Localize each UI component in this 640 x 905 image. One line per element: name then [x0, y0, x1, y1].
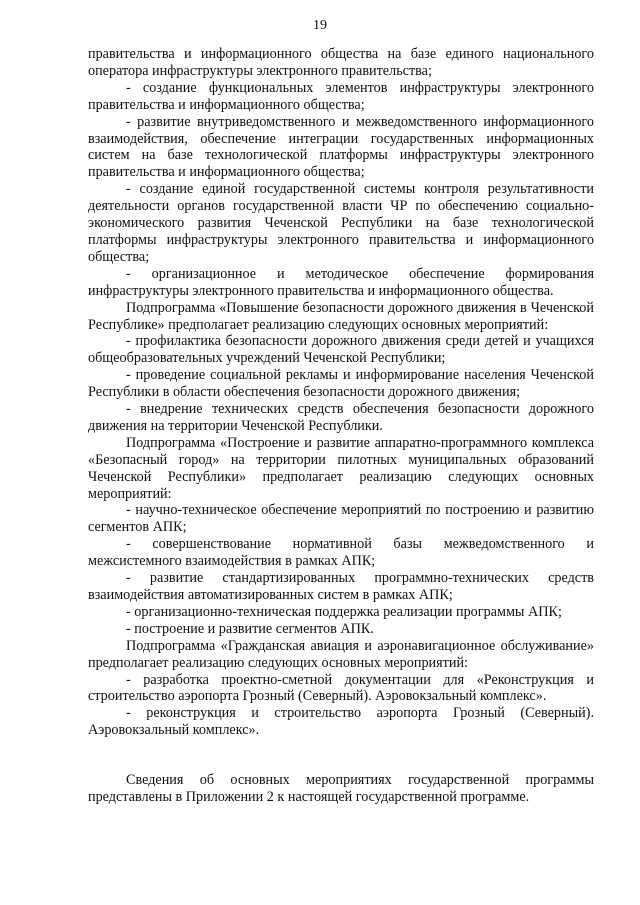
- list-item-interagency-interaction: - развитие внутриведомственного и межведомственного информационного взаимодействия, обеспечение интеграции государственных информационных систем на базе технологической платформы инфраструктуры электронного правительства и информационного общества;: [88, 113, 594, 181]
- list-item-scientific-support: - научно-техническое обеспечение мероприятий по построению и развитию сегментов АПК;: [88, 502, 594, 536]
- list-item-airport-reconstruction: - реконструкция и строительство аэропорта Грозный (Северный). Аэровокзальный комплекс».: [88, 705, 594, 739]
- list-item-methodical-support: - организационное и методическое обеспечение формирования инфраструктуры электронного правительства и информационного общества.: [88, 265, 594, 299]
- paragraph-safe-city-subprogram: Подпрограмма «Построение и развитие аппаратно-программного комплекса «Безопасный город» на территории пилотных муниципальных образований Чеченской Республики» предполагает реализацию следующих основных мероприятий:: [88, 434, 594, 502]
- page-number: 19: [313, 18, 327, 33]
- list-item-segments: - построение и развитие сегментов АПК.: [126, 620, 374, 637]
- list-item-organizational-support: - организационно-техническая поддержка реализации программы АПК;: [126, 603, 562, 620]
- list-item-functional-elements: - создание функциональных элементов инфраструктуры электронного правительства и информационного общества;: [88, 79, 594, 113]
- list-item-technical-means: - внедрение технических средств обеспечения безопасности дорожного движения на территории Чеченской Республики.: [88, 401, 594, 434]
- list-item-regulatory-base: - совершенствование нормативной базы межведомственного и межсистемного взаимодействия в рамках АПК;: [88, 536, 594, 570]
- list-item-standardized-tools: - развитие стандартизированных программно-технических средств взаимодействия автоматизированных систем в рамках АПК;: [88, 570, 594, 603]
- list-item-social-advertising: - проведение социальной рекламы и информирование населения Чеченской Республики в области обеспечения безопасности дорожного движения;: [88, 367, 594, 401]
- list-item-design-documentation: - разработка проектно-сметной документации для «Реконструкция и строительство аэропорта Грозный (Северный). Аэровокзальный комплекс».: [88, 671, 594, 705]
- document-body: [88, 46, 594, 806]
- list-item-control-system: - создание единой государственной системы контроля результативности деятельности органов государственной власти ЧР по обеспечению социально-экономического развития Чеченской Республики на базе технологической платформы инфраструктуры электронного правительства и информационного общества;: [88, 181, 594, 265]
- paragraph-continuation: правительства и информационного общества на базе единого национального оператора инфраструктуры электронного правительства;: [88, 46, 594, 79]
- paragraph-appendix-reference: Сведения об основных мероприятиях государственной программы представлены в Приложении 2 к настоящей государственной программе.: [88, 772, 594, 806]
- paragraph-aviation-subprogram: Подпрограмма «Гражданская авиация и аэронавигационное обслуживание» предполагает реализацию следующих основных мероприятий:: [88, 637, 594, 671]
- paragraph-road-safety-subprogram: Подпрограмма «Повышение безопасности дорожного движения в Чеченской Республике» предполагает реализацию следующих основных мероприятий:: [88, 299, 594, 333]
- list-item-children-prevention: - профилактика безопасности дорожного движения среди детей и учащихся общеобразовательных учреждений Чеченской Республики;: [88, 333, 594, 367]
